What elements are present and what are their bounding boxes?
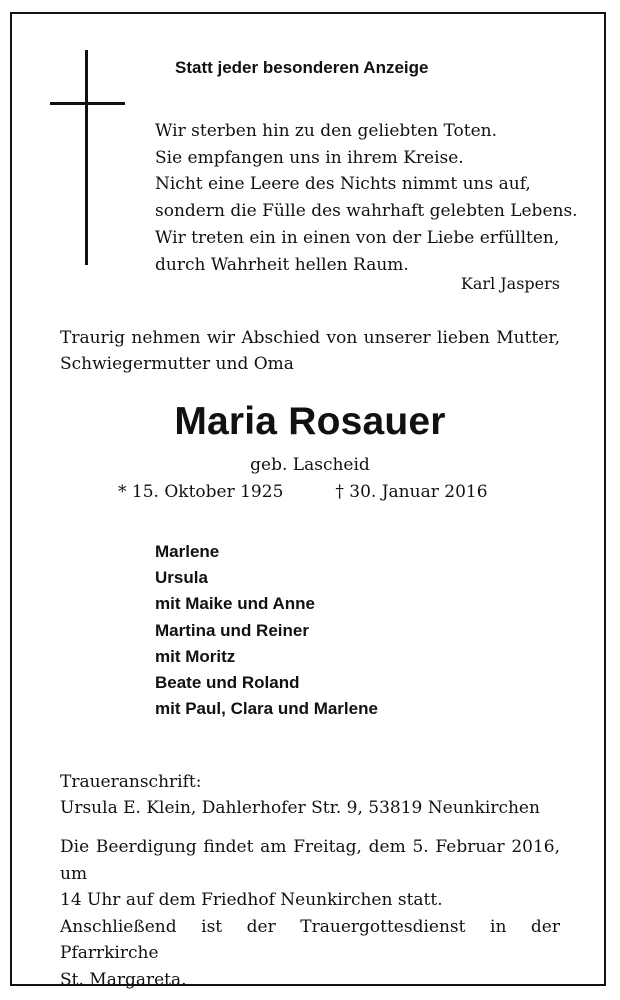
family-member: Martina und Reiner [155,620,309,640]
family-member: Ursula [155,568,208,588]
deceased-name: Maria Rosauer [174,400,446,443]
poem-line: Wir treten ein in einen von der Liebe erfüllten, [155,227,560,248]
poem-line: Sie empfangen uns in ihrem Kreise. [155,147,464,168]
poem-line: durch Wahrheit hellen Raum. [155,254,409,275]
family-member: Marlene [155,542,220,561]
funeral-info [60,834,560,993]
poem [155,118,578,278]
intro-text: Traurig nehmen wir Abschied von unserer lieben Mutter, Schwiegermutter und Oma [60,328,560,374]
maiden-name: geb. Lascheid [250,455,370,475]
poem-line: Nicht eine Leere des Nichts nimmt uns auf, [155,174,531,195]
cross-icon-horizontal [50,102,125,105]
notice-heading: Statt jeder besonderen Anzeige [175,58,429,77]
funeral-line: 14 Uhr auf dem Friedhof Neunkirchen statt. [60,890,443,910]
cross-icon-vertical [85,50,88,265]
death-date: † 30. Januar 2016 [335,482,488,502]
family-member: mit Paul, Clara und Marlene [155,699,378,719]
family-member: mit Moritz [155,646,236,666]
address-line: Ursula E. Klein, Dahlerhofer Str. 9, 53819 Neunkirchen [60,798,540,818]
poem-line: Wir sterben hin zu den geliebten Toten. [155,121,498,141]
poem-author: Karl Jaspers [460,274,560,293]
family-member: Beate und Roland [155,673,300,693]
life-dates [118,482,488,502]
mourning-address [60,769,540,821]
funeral-line: Die Beerdigung findet am Freitag, dem 5. Februar 2016, um [60,837,560,884]
address-label: Traueranschrift: [60,772,202,792]
family-member: mit Maike und Anne [155,594,315,614]
funeral-line: St. Margareta. [60,969,187,990]
poem-line: sondern die Fülle des wahrhaft gelebten Lebens. [155,201,578,222]
funeral-line: Anschließend ist der Trauergottesdienst in der Pfarrkirche [60,916,560,963]
family-list [155,539,378,722]
birth-date: * 15. Oktober 1925 [118,482,284,502]
